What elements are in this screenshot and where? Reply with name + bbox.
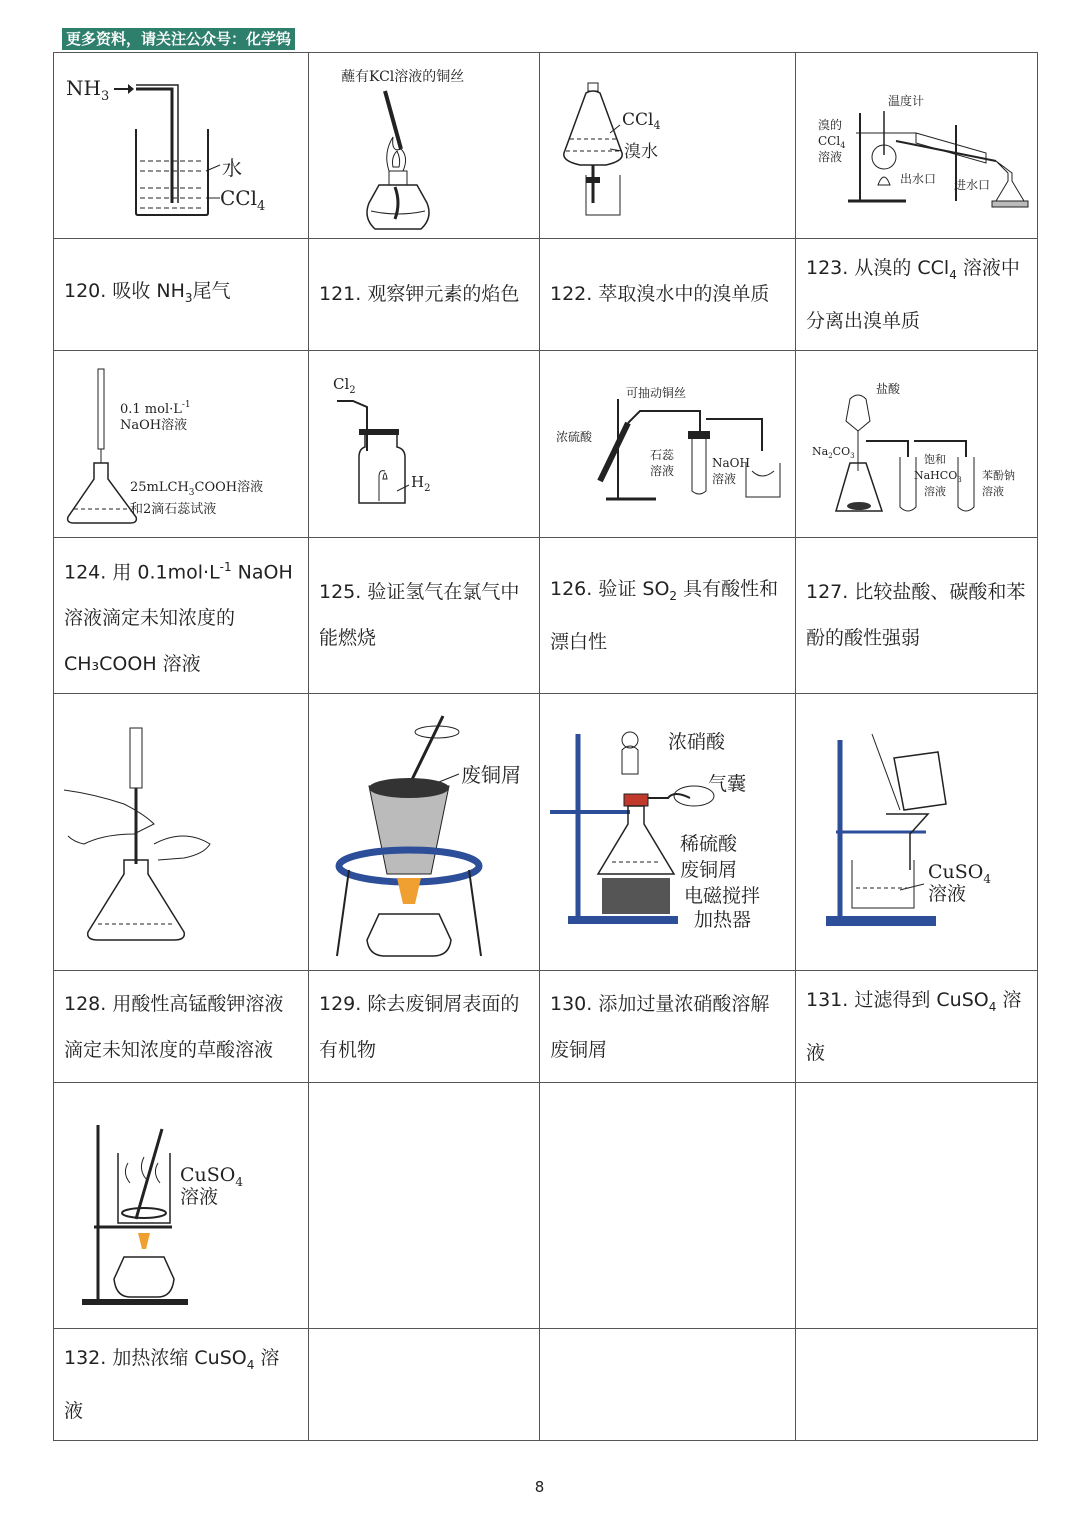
figure-131 [796, 694, 1038, 971]
svg-text:可抽动铜丝: 可抽动铜丝 [626, 385, 687, 400]
caption-124: 124. 用 $0.1mol\cdot L^{-1}$ NaOH 溶液滴定未知浓度的 CH₃COOH 溶液 [54, 537, 309, 693]
svg-text:浓硫酸: 浓硫酸 [556, 429, 593, 444]
distillation-diagram [796, 53, 1037, 238]
svg-text:溶液: 溶液 [982, 484, 1004, 498]
svg-text:H2: $H_2$ [411, 472, 431, 494]
svg-text:NH3: $NH_3$ [66, 76, 110, 104]
figure-121 [309, 53, 540, 239]
caption-125: 125. 验证氢气在氯气中能燃烧 [309, 537, 540, 693]
caption-120: 120. 吸收 $NH_3$尾气 [54, 239, 309, 351]
caption-128: 128. 用酸性高锰酸钾溶液滴定未知浓度的草酸溶液 [54, 971, 309, 1083]
caption-131: 131. 过滤得到 CuSO$_4$ 溶液 [796, 971, 1038, 1083]
caption-123: 123. 从溴的 CCl$_4$ 溶液中分离出溴单质 [796, 239, 1038, 351]
svg-text:溶液: 溶液 [650, 463, 675, 478]
nitric-acid-dissolve-diagram [540, 694, 795, 970]
svg-text:溶液: 溶液 [928, 883, 967, 906]
svg-text:稀硫酸: 稀硫酸 [680, 833, 738, 856]
caption-126: 126. 验证 $SO_2$ 具有酸性和漂白性 [540, 537, 796, 693]
empty-cell [540, 1328, 796, 1440]
empty-cell [796, 1082, 1038, 1328]
svg-text:CuSO4: CuSO$_4$ [928, 861, 992, 887]
figure-123 [796, 53, 1038, 239]
svg-text:溶液: 溶液 [712, 471, 737, 486]
svg-text:和2滴石蕊试液: 和2滴石蕊试液 [130, 501, 217, 517]
figure-120 [54, 53, 309, 239]
empty-cell [540, 1082, 796, 1328]
svg-text:0.1 mol·L-1: 0.1 $mol\cdot L^{-1}$ [120, 399, 191, 417]
figure-128 [54, 694, 309, 971]
caption-121: 121. 观察钾元素的焰色 [309, 239, 540, 351]
svg-text:气囊: 气囊 [708, 773, 747, 796]
svg-text:电磁搅拌: 电磁搅拌 [684, 885, 761, 908]
empty-cell [309, 1328, 540, 1440]
filtration-diagram [796, 694, 1037, 970]
caption-130: 130. 添加过量浓硝酸溶解废铜屑 [540, 971, 796, 1083]
page-number: 8 [534, 1478, 545, 1496]
caption-122: 122. 萃取溴水中的溴单质 [540, 239, 796, 351]
svg-text:CCl4: CCl$_4$ [622, 110, 661, 132]
svg-text:废铜屑: 废铜屑 [461, 763, 521, 788]
acidity-comparison-diagram [796, 351, 1037, 537]
svg-text:CCl4: CCl$_4$ [220, 186, 266, 214]
figure-126 [540, 350, 796, 537]
svg-text:NaHCO3: NaHCO$_3$ [914, 468, 962, 484]
titration-diagram [54, 351, 308, 537]
banner: 更多资料，请关注公众号：化学钨 [62, 28, 295, 50]
svg-text:CCl4: CCl$_4$ [818, 134, 846, 150]
evaporation-diagram [54, 1083, 308, 1328]
svg-text:CuSO4: CuSO$_4$ [180, 1163, 244, 1189]
svg-text:Cl2: $Cl_2$ [333, 374, 356, 396]
svg-text:水: 水 [222, 156, 242, 180]
figure-124 [54, 350, 309, 537]
svg-text:NaOH溶液: NaOH溶液 [120, 417, 188, 433]
svg-text:溴水: 溴水 [624, 142, 658, 162]
caption-127: 127. 比较盐酸、碳酸和苯酚的酸性强弱 [796, 537, 1038, 693]
svg-text:浓硝酸: 浓硝酸 [668, 731, 726, 754]
figure-127 [796, 350, 1038, 537]
hydrogen-chlorine-diagram [309, 351, 539, 537]
svg-text:苯酚钠: 苯酚钠 [982, 468, 1015, 482]
svg-text:进水口: 进水口 [954, 178, 991, 192]
experiment-table [53, 52, 1038, 1441]
empty-cell [309, 1082, 540, 1328]
svg-text:溶液: 溶液 [924, 484, 946, 498]
hand-titration-diagram [54, 694, 308, 970]
svg-text:Na2CO3: $Na_2CO_3$ [812, 444, 855, 460]
flame-test-diagram [309, 53, 539, 238]
caption-132: 132. 加热浓缩 CuSO$_4$ 溶液 [54, 1328, 309, 1440]
empty-cell [796, 1328, 1038, 1440]
figure-122 [540, 53, 796, 239]
beaker-absorption-diagram [54, 53, 308, 238]
svg-text:NaOH: NaOH [712, 455, 750, 470]
separatory-funnel-diagram [540, 53, 795, 238]
svg-text:废铜屑: 废铜屑 [680, 859, 738, 882]
caption-129: 129. 除去废铜屑表面的有机物 [309, 971, 540, 1083]
svg-text:溶液: 溶液 [180, 1185, 219, 1208]
so2-diagram [540, 351, 795, 537]
svg-text:加热器: 加热器 [694, 909, 752, 932]
svg-text:蘸有KCl溶液的铜丝: 蘸有KCl溶液的铜丝 [341, 69, 465, 85]
svg-text:溶液: 溶液 [818, 150, 843, 164]
svg-text:出水口: 出水口 [900, 172, 937, 186]
figure-132 [54, 1082, 309, 1328]
figure-129 [309, 694, 540, 971]
crucible-heating-diagram [309, 694, 539, 970]
svg-text:25mLCH3COOH溶液: 25mLCH$_3$COOH溶液 [130, 479, 264, 498]
svg-text:盐酸: 盐酸 [876, 381, 901, 396]
svg-text:温度计: 温度计 [888, 94, 925, 108]
svg-text:石蕊: 石蕊 [650, 447, 675, 462]
figure-125 [309, 350, 540, 537]
svg-text:饱和: 饱和 [924, 452, 946, 466]
svg-text:溴的: 溴的 [818, 118, 843, 132]
figure-130 [540, 694, 796, 971]
